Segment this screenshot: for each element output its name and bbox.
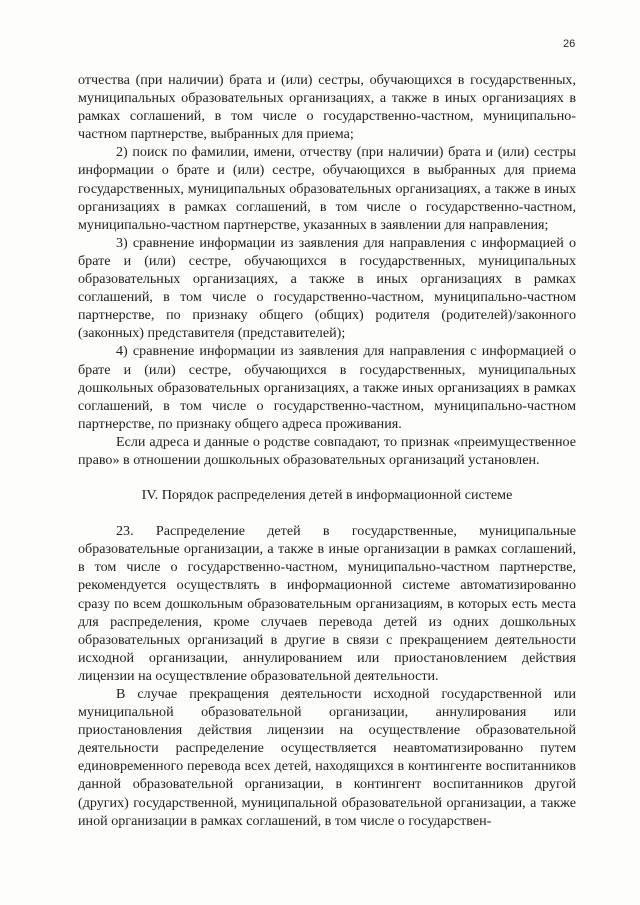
document-body <box>78 71 576 830</box>
section-heading: IV. Порядок распределения детей в информационной системе <box>141 487 513 504</box>
list-item-3: 3) сравнение информации из заявления для направления с информацией о брате и (или) сестре, обучающихся в государственных, муниципальных образовательных организациях, а также в иных организациях в рамках соглашений, в том числе о государственно-частном, муниципально-частном партнерстве, по признаку общего (общих) родителя (родителей)/законного (законных) представителя (представителей); <box>78 234 576 342</box>
list-item-2: 2) поиск по фамилии, имени, отчеству (при наличии) брата и (или) сестры информации о брате и (или) сестре, обучающихся в выбранных для приема государственных, муниципальных образовательных организациях, а также в иных организациях в рамках соглашений, в том числе о государственно-частном, муниципально-частном партнерстве, указанных в заявлении для направления; <box>78 144 576 233</box>
paragraph-continuation: отчества (при наличии) брата и (или) сестры, обучающихся в государственных, муниципальных образовательных организациях, а также в иных организациях в рамках соглашений, в том числе о государственно-частном, муниципально-частном партнерстве, выбранных для приема; <box>78 72 576 143</box>
page-number: 26 <box>563 38 576 50</box>
list-item-4: 4) сравнение информации из заявления для направления с информацией о брате и (или) сестре, обучающихся в государственных, муниципальных дошкольных образовательных организациях, а также иных организациях в рамках соглашений, в том числе о государственно-частном, муниципально-частном партнерстве, по признаку общего адреса проживания. <box>78 343 576 432</box>
paragraph-23: 23. Распределение детей в государственные, муниципальные образовательные организации, а также в иные организации в рамках соглашений, в том числе о государственно-частном, муниципально-частном партнерстве, рекомендуется осуществлять в информационной системе автоматизированно сразу по всем дошкольным образовательным организациям, в которых есть места для распределения, кроме случаев перевода детей из одних дошкольных образовательных организаций в другие в связи с прекращением деятельности исходной организации, аннулированием или приостановлением действия лицензии на осуществление образовательной деятельности. <box>78 523 576 684</box>
paragraph-priority-right: Если адреса и данные о родстве совпадают, то признак «преимущественное право» в отношении дошкольных образовательных организаций установлен. <box>78 433 576 468</box>
paragraph-termination-case: В случае прекращения деятельности исходной государственной или муниципальной образовательной организации, аннулирования или приостановления действия лицензии на осуществление образовательной деятельности распределение осуществляется неавтоматизированно путем единовременного перевода всех детей, находящихся в контингенте воспитанников данной образовательной организации, в контингент воспитанников другой (других) государственной, муниципальной образовательной организации, а также иной организации в рамках соглашений, в том числе о государствен- <box>78 686 576 829</box>
